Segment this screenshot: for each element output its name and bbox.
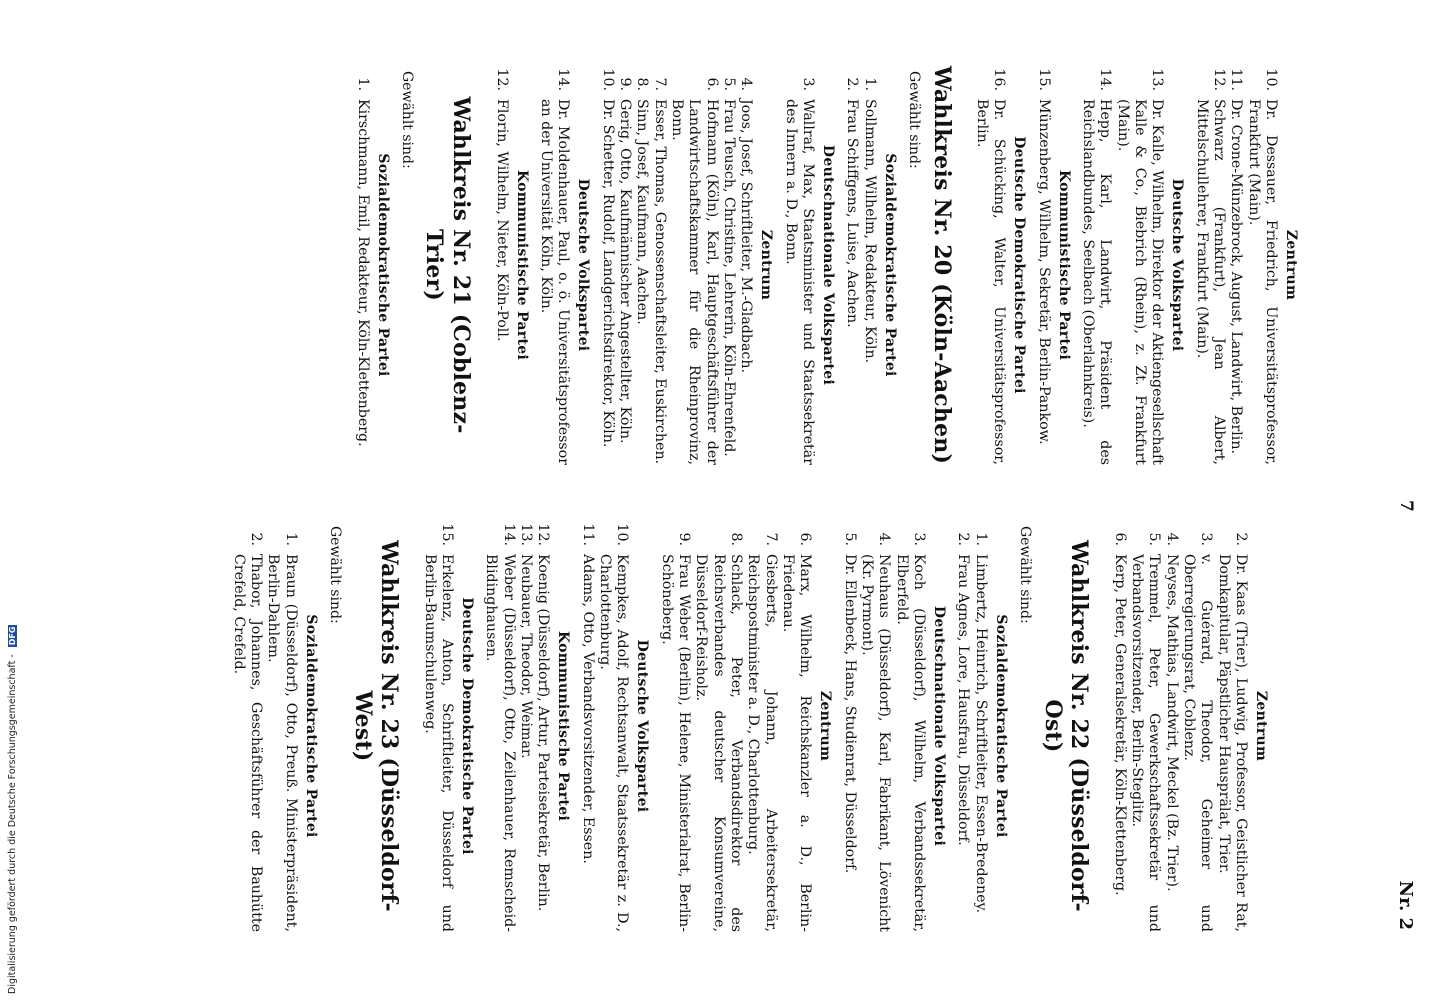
entry-number: 14. <box>500 523 517 546</box>
member-name: Frau Weber (Berlin), Helene, Ministerialrat, Berlin-Schöneberg. <box>658 554 693 932</box>
entry-number: 6. <box>797 532 814 546</box>
party-heading: Deutschnationale Volkspartei <box>820 144 837 386</box>
entry-number: 1. <box>282 532 299 546</box>
entry-number: 5. <box>720 77 737 91</box>
member-name: Münzenberg, Wilhelm, Sekretär, Berlin-Pankow. <box>1035 99 1052 445</box>
member-name: Koch (Düsseldorf), Wilhelm, Verbandssekretär, Elberfeld. <box>893 554 927 932</box>
entry-number: 7. <box>762 532 779 546</box>
member-entry <box>1180 520 1215 932</box>
member-entry <box>1244 65 1279 465</box>
member-name: Erkelenz, Anton, Schriftleiter, Düsseldorf und Berlin-Baumschulenweg. <box>421 554 456 932</box>
member-name: Dr. Kaas (Trier), Ludwig, Professor, Geistlicher Rat, Domkapitular, Päpstlicher Hausprälat, Trier. <box>1215 554 1249 932</box>
entry-number: 12. <box>1210 68 1227 91</box>
entry-number: 1. <box>861 77 878 91</box>
member-name: Giesberts, Johann, Arbeitersekretär, Reichspostminister a. D., Charlottenburg. <box>745 554 779 932</box>
member-name: Limbertz, Heinrich, Schriftleiter, Essen-Bredeney. <box>972 554 989 914</box>
party-heading: Deutsche Demokratische Partei <box>459 597 476 855</box>
member-name: Neyses, Mathias, Landwirt, Meckel (Bz. Trier). <box>1163 554 1180 892</box>
member-entry <box>954 520 971 932</box>
member-entry <box>420 520 455 932</box>
member-name: v. Guérard, Theodor, Geheimer und Oberregierungsrat, Coblenz. <box>1180 554 1215 932</box>
entry-number: 7. <box>651 77 668 91</box>
entry-number: 10. <box>599 68 616 91</box>
entry-number: 4. <box>738 77 755 91</box>
member-name: Hofmann (Köln), Karl, Hauptgeschäftsführer der Landwirtschaftskammer für die Rheinprovinz, Bonn. <box>668 99 720 465</box>
party-heading: Sozialdemokratische Partei <box>881 153 898 377</box>
member-name: Dr. Dessauer, Friedrich, Universitätsprofessor, Frankfurt (Main). <box>1245 99 1279 465</box>
member-entry <box>973 65 1008 465</box>
member-name: Marx, Wilhelm, Reichskanzler a. D., Berlin-Friedenau. <box>779 554 814 932</box>
district-title: Wahlkreis Nr. 21 (Coblenz-Trier) <box>421 96 475 434</box>
entry-number: 2. <box>955 532 972 546</box>
member-name: Sinn, Josef, Kaufmann, Aachen. <box>634 99 651 325</box>
member-entry <box>650 65 667 465</box>
member-name: Kirschmann, Emil, Redakteur, Köln-Klettenberg. <box>354 99 371 447</box>
member-name: Wallraf, Max, Staatsminister und Staatssekretär des Innern a. D., Bonn. <box>782 99 816 465</box>
member-entry <box>482 520 517 932</box>
member-name: Dr. Moldenhauer, Paul, o. ö. Universitätsprofessor an der Universität Köln, Köln. <box>538 99 572 465</box>
party-heading: Deutschnationale Volkspartei <box>930 605 947 847</box>
dfg-logo: DFG <box>8 626 17 646</box>
party-heading: Deutsche Volkspartei <box>575 178 592 352</box>
entry-number: 11. <box>579 523 596 546</box>
member-name: Adams, Otto, Verbandsvorsitzender, Essen. <box>579 554 596 864</box>
party-heading: Deutsche Volkspartei <box>1169 178 1186 352</box>
member-entry <box>781 65 816 465</box>
district-title: Wahlkreis Nr. 20 (Köln-Aachen) <box>928 65 955 465</box>
left-column <box>353 65 1306 465</box>
entry-number: 9. <box>676 532 693 546</box>
party-heading: Kommunistische Partei <box>555 630 572 822</box>
member-entry <box>517 520 534 932</box>
member-entry <box>1110 520 1127 932</box>
member-entry <box>264 520 299 932</box>
member-entry <box>633 65 650 465</box>
member-entry <box>1113 65 1165 465</box>
member-entry <box>843 65 860 465</box>
member-name: Frau Schiffgens, Luise, Aachen. <box>844 99 861 328</box>
entry-number: 1. <box>972 532 989 546</box>
party-heading: Kommunistische Partei <box>513 169 530 361</box>
entry-number: 6. <box>703 77 720 91</box>
entry-number: 3. <box>910 532 927 546</box>
entry-number: 6. <box>1111 532 1128 546</box>
elected-label: Gewählt sind: <box>326 526 343 624</box>
member-entry <box>657 520 692 932</box>
entry-number: 15. <box>1035 68 1052 91</box>
entry-number: 15. <box>439 523 456 546</box>
party-heading: Kommunistische Partei <box>1055 169 1072 361</box>
page-number: 7 <box>1396 500 1416 512</box>
member-name: Dr. Crone-Münzebrock, August, Landwirt, Berlin. <box>1228 99 1245 454</box>
entry-number: 3. <box>1198 532 1215 546</box>
member-name: Sollmann, Wilhelm, Redakteur, Köln. <box>861 99 878 364</box>
member-name: Braun (Düsseldorf), Otto, Preuß. Ministerpräsident, Berlin-Dahlem. <box>265 554 299 932</box>
entry-number: 2. <box>247 532 264 546</box>
member-entry <box>840 520 857 932</box>
member-name: Gerig, Otto, Kaufmännischer Angestellter, Köln. <box>617 99 634 444</box>
entry-number: 11. <box>1228 68 1245 91</box>
member-name: Kerp, Peter, Generalsekretär, Köln-Klettenberg. <box>1111 554 1128 896</box>
member-name: Frau Agnes, Lore, Hausfrau, Düsseldorf. <box>955 554 972 846</box>
member-entry <box>737 65 754 465</box>
member-entry <box>1214 520 1249 932</box>
entry-number: 12. <box>493 68 510 91</box>
member-entry <box>858 520 893 932</box>
digitization-credit <box>2 434 22 994</box>
member-entry <box>692 520 744 932</box>
member-entry <box>1192 65 1227 465</box>
party-heading: Deutsche Volkspartei <box>634 639 651 813</box>
member-entry <box>596 520 631 932</box>
entry-number: 10. <box>614 523 631 546</box>
member-name: Dr. Kalle, Wilhelm, Direktor der Aktiengesellschaft Kalle & Co., Biebrich (Rhein), z. Zt. Frankfurt (Main). <box>1114 99 1166 465</box>
entry-number: 14. <box>1097 68 1114 91</box>
member-entry <box>578 520 595 932</box>
entry-number: 12. <box>535 523 552 546</box>
party-heading: Zentrum <box>817 690 834 762</box>
member-entry <box>860 65 877 465</box>
member-entry <box>744 520 779 932</box>
member-entry <box>779 520 814 932</box>
member-name: Joos, Josef, Schriftleiter, M.-Gladbach. <box>738 99 755 374</box>
party-heading: Sozialdemokratische Partei <box>992 614 1009 838</box>
member-name: Florin, Wilhelm, Nieter, Köln-Poll. <box>493 99 510 342</box>
party-heading: Sozialdemokratische Partei <box>302 614 319 838</box>
entry-number: 2. <box>1232 532 1249 546</box>
member-entry <box>1162 520 1179 932</box>
member-name: Thabor, Johannes, Geschäftsführer der Bauhütte Crefeld, Crefeld. <box>230 554 264 932</box>
entry-number: 9. <box>617 77 634 91</box>
entry-number: 8. <box>634 77 651 91</box>
member-entry <box>1079 65 1114 465</box>
entry-number: 4. <box>876 532 893 546</box>
member-entry <box>598 65 615 465</box>
member-entry <box>1128 520 1163 932</box>
entry-number: 2. <box>844 77 861 91</box>
member-entry <box>534 520 551 932</box>
entry-number: 5. <box>841 532 858 546</box>
party-heading: Zentrum <box>1283 229 1299 301</box>
entry-number: 14. <box>555 68 572 91</box>
member-entry <box>492 65 509 465</box>
member-name: Hepp, Karl, Landwirt, Präsident des Reichslandbundes, Seelbach (Oberlahnkreis). <box>1080 99 1114 465</box>
member-entry <box>971 520 988 932</box>
member-entry <box>537 65 572 465</box>
page-reference: Nr. 2 <box>1395 880 1416 930</box>
member-entry <box>892 520 927 932</box>
member-name: Schwarz (Frankfurt), Jean Albert, Mittelschullehrer, Frankfurt (Main). <box>1193 99 1227 465</box>
entry-number: 4. <box>1163 532 1180 546</box>
party-heading: Zentrum <box>758 229 775 301</box>
member-name: Koenig (Düsseldorf), Artur, Parteisekretär, Berlin. <box>535 554 552 912</box>
party-heading: Sozialdemokratische Partei <box>374 153 391 377</box>
entry-number: 13. <box>1149 68 1166 91</box>
party-heading: Deutsche Demokratische Partei <box>1011 136 1028 394</box>
member-name: Tremmel, Peter, Gewerkschaftssekretär und Verbandsvorsitzender, Berlin-Steglitz. <box>1129 554 1163 932</box>
entry-number: 10. <box>1262 68 1279 91</box>
right-column <box>229 520 1276 932</box>
credit-text: Digitalisierung gefördert durch die Deutsche Forschungsgemeinschaft - <box>7 654 18 994</box>
member-name: Neubauer, Theodor, Weimar. <box>518 554 535 759</box>
elected-label: Gewählt sind: <box>905 71 922 169</box>
district-title: Wahlkreis Nr. 23 (Düsseldorf-West) <box>349 540 403 912</box>
member-name: Kempkes, Adolf, Rechtsanwalt, Staatssekretär z. D., Charlottenburg. <box>597 554 631 932</box>
member-entry <box>1034 65 1051 465</box>
entry-number: 1. <box>354 77 371 91</box>
member-entry <box>616 65 633 465</box>
entry-number: 3. <box>799 77 816 91</box>
elected-label: Gewählt sind: <box>1016 526 1033 624</box>
member-name: Dr. Schücking, Walter, Universitätsprofessor, Berlin. <box>973 99 1008 465</box>
member-name: Dr. Ellenbeck, Hans, Studienrat, Düsseldorf. <box>841 554 858 874</box>
party-heading: Zentrum <box>1253 690 1269 762</box>
elected-label: Gewählt sind: <box>398 71 415 169</box>
district-title: Wahlkreis Nr. 22 (Düsseldorf-Ost) <box>1039 540 1093 912</box>
entry-number: 8. <box>728 532 745 546</box>
member-name: Weber (Düsseldorf), Otto, Zeilenhauer, Remscheid-Blidinghausen. <box>483 554 517 932</box>
member-name: Dr. Schetter, Rudolf, Landgerichtsdirektor, Köln. <box>599 99 616 448</box>
entry-number: 5. <box>1146 532 1163 546</box>
member-entry <box>1227 65 1244 465</box>
entry-number: 13. <box>518 523 535 546</box>
member-entry <box>720 65 737 465</box>
member-entry <box>229 520 264 932</box>
entry-number: 16. <box>991 68 1008 91</box>
member-entry <box>353 65 370 465</box>
member-name: Neuhaus (Düsseldorf), Karl, Fabrikant, Lövenicht (Kr. Pyrmont). <box>858 554 893 932</box>
member-name: Esser, Thomas, Genossenschaftsleiter, Euskirchen. <box>651 99 668 465</box>
member-name: Frau Teusch, Christine, Lehrerin, Köln-Ehrenfeld. <box>720 99 737 457</box>
member-entry <box>668 65 720 465</box>
member-name: Schlack, Peter, Verbandsdirektor des Reichsverbandes deutscher Konsumvereine, Düsseldorf-Reisholz. <box>693 554 745 932</box>
